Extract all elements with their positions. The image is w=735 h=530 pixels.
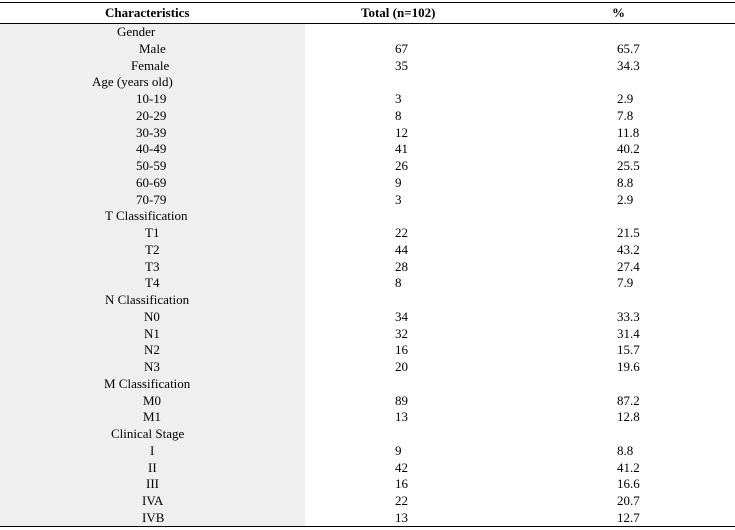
percent-cell: 7.8 <box>617 107 634 123</box>
percent-cell: 40.2 <box>617 141 640 157</box>
total-cell: 41 <box>395 141 408 157</box>
table-row <box>0 309 735 326</box>
row-label: N2 <box>144 342 160 358</box>
row-label: 40-49 <box>136 141 167 157</box>
total-cell: 26 <box>395 158 408 173</box>
table-row <box>0 510 735 527</box>
total-cell: 42 <box>395 459 408 475</box>
header-total: Total (n=102) <box>361 5 436 20</box>
row-label: 10-19 <box>136 91 167 106</box>
row-label: 60-69 <box>136 174 167 190</box>
row-label: T3 <box>145 258 160 274</box>
total-cell: 13 <box>395 509 408 525</box>
percent-cell: 34.3 <box>617 57 640 73</box>
percent-cell: 33.3 <box>617 308 640 324</box>
total-cell: 13 <box>395 409 408 425</box>
table-header-row <box>0 3 735 23</box>
percent-cell: 2.9 <box>617 191 634 207</box>
total-cell: 9 <box>395 442 402 458</box>
total-cell: 16 <box>395 476 408 492</box>
percent-cell: 20.7 <box>617 493 640 508</box>
table-row <box>0 41 735 58</box>
table-row <box>0 125 735 142</box>
row-label: M0 <box>143 392 162 408</box>
total-cell: 34 <box>395 308 408 324</box>
row-label: III <box>146 476 159 492</box>
table-row <box>0 460 735 477</box>
table-body <box>0 24 735 527</box>
table-group-row <box>0 208 735 225</box>
total-cell: 35 <box>395 57 408 73</box>
row-label: IVA <box>142 493 164 508</box>
percent-cell: 12.7 <box>617 509 640 525</box>
header-percent: % <box>612 5 625 20</box>
table-group-row <box>0 292 735 309</box>
percent-cell: 31.4 <box>617 325 640 341</box>
total-cell: 28 <box>395 258 408 274</box>
row-label: 70-79 <box>136 191 167 207</box>
total-cell: 16 <box>395 342 408 358</box>
row-label: N1 <box>144 325 160 341</box>
percent-cell: 65.7 <box>617 40 640 56</box>
table-row <box>0 342 735 359</box>
total-cell: 3 <box>395 191 402 207</box>
table-group-row <box>0 426 735 443</box>
percent-cell: 11.8 <box>617 124 640 140</box>
percent-cell: 87.2 <box>617 392 640 408</box>
percent-cell: 8.8 <box>617 174 634 190</box>
table-bottom-rule <box>0 526 735 527</box>
table-group-row <box>0 74 735 91</box>
table-row <box>0 476 735 493</box>
table-row <box>0 326 735 343</box>
row-label: Female <box>131 57 170 73</box>
row-label: T4 <box>145 275 160 291</box>
group-label: Clinical Stage <box>111 426 185 441</box>
percent-cell: 2.9 <box>617 91 634 106</box>
header-characteristics: Characteristics <box>105 5 190 20</box>
percent-cell: 27.4 <box>617 258 640 274</box>
group-label: N Classification <box>105 292 190 307</box>
total-cell: 44 <box>395 241 408 257</box>
total-cell: 8 <box>395 107 402 123</box>
percent-cell: 16.6 <box>617 476 640 492</box>
percent-cell: 25.5 <box>617 158 640 173</box>
total-cell: 20 <box>395 359 408 374</box>
row-label: I <box>150 442 155 458</box>
percent-cell: 43.2 <box>617 241 640 257</box>
row-label: T2 <box>145 241 160 257</box>
row-label: T1 <box>145 225 160 240</box>
total-cell: 89 <box>395 392 408 408</box>
percent-cell: 21.5 <box>617 225 640 240</box>
row-label: 30-39 <box>136 124 167 140</box>
table-row <box>0 259 735 276</box>
total-cell: 32 <box>395 325 408 341</box>
row-label: Male <box>139 40 166 56</box>
percent-cell: 19.6 <box>617 359 640 374</box>
table-row <box>0 192 735 209</box>
table-row <box>0 58 735 75</box>
percent-cell: 7.9 <box>617 275 634 291</box>
row-label: M1 <box>143 409 162 425</box>
table-row <box>0 225 735 242</box>
total-cell: 8 <box>395 275 402 291</box>
percent-cell: 41.2 <box>617 459 640 475</box>
row-label: IVB <box>142 509 165 525</box>
row-label: 50-59 <box>136 158 167 173</box>
table-row <box>0 141 735 158</box>
group-label: M Classification <box>104 375 191 391</box>
table-row <box>0 393 735 410</box>
table-group-row <box>0 376 735 393</box>
group-label: T Classification <box>105 208 188 224</box>
row-label: N0 <box>144 308 160 324</box>
percent-cell: 12.8 <box>617 409 640 425</box>
table-group-row <box>0 24 735 41</box>
total-cell: 22 <box>395 225 408 240</box>
total-cell: 67 <box>395 40 408 56</box>
table-row <box>0 108 735 125</box>
table-row <box>0 158 735 175</box>
total-cell: 9 <box>395 174 402 190</box>
table-row <box>0 175 735 192</box>
row-label: N3 <box>144 359 160 374</box>
total-cell: 22 <box>395 493 408 508</box>
table-row <box>0 409 735 426</box>
table-row <box>0 359 735 376</box>
table-row <box>0 493 735 510</box>
total-cell: 12 <box>395 124 408 140</box>
table-row <box>0 242 735 259</box>
percent-cell: 8.8 <box>617 442 634 458</box>
row-label: II <box>148 459 157 475</box>
table-row <box>0 275 735 292</box>
table-row <box>0 91 735 108</box>
total-cell: 3 <box>395 91 402 106</box>
row-label: 20-29 <box>136 107 167 123</box>
group-label: Age (years old) <box>92 74 173 90</box>
table-row <box>0 443 735 460</box>
percent-cell: 15.7 <box>617 342 640 358</box>
group-label: Gender <box>117 24 156 39</box>
